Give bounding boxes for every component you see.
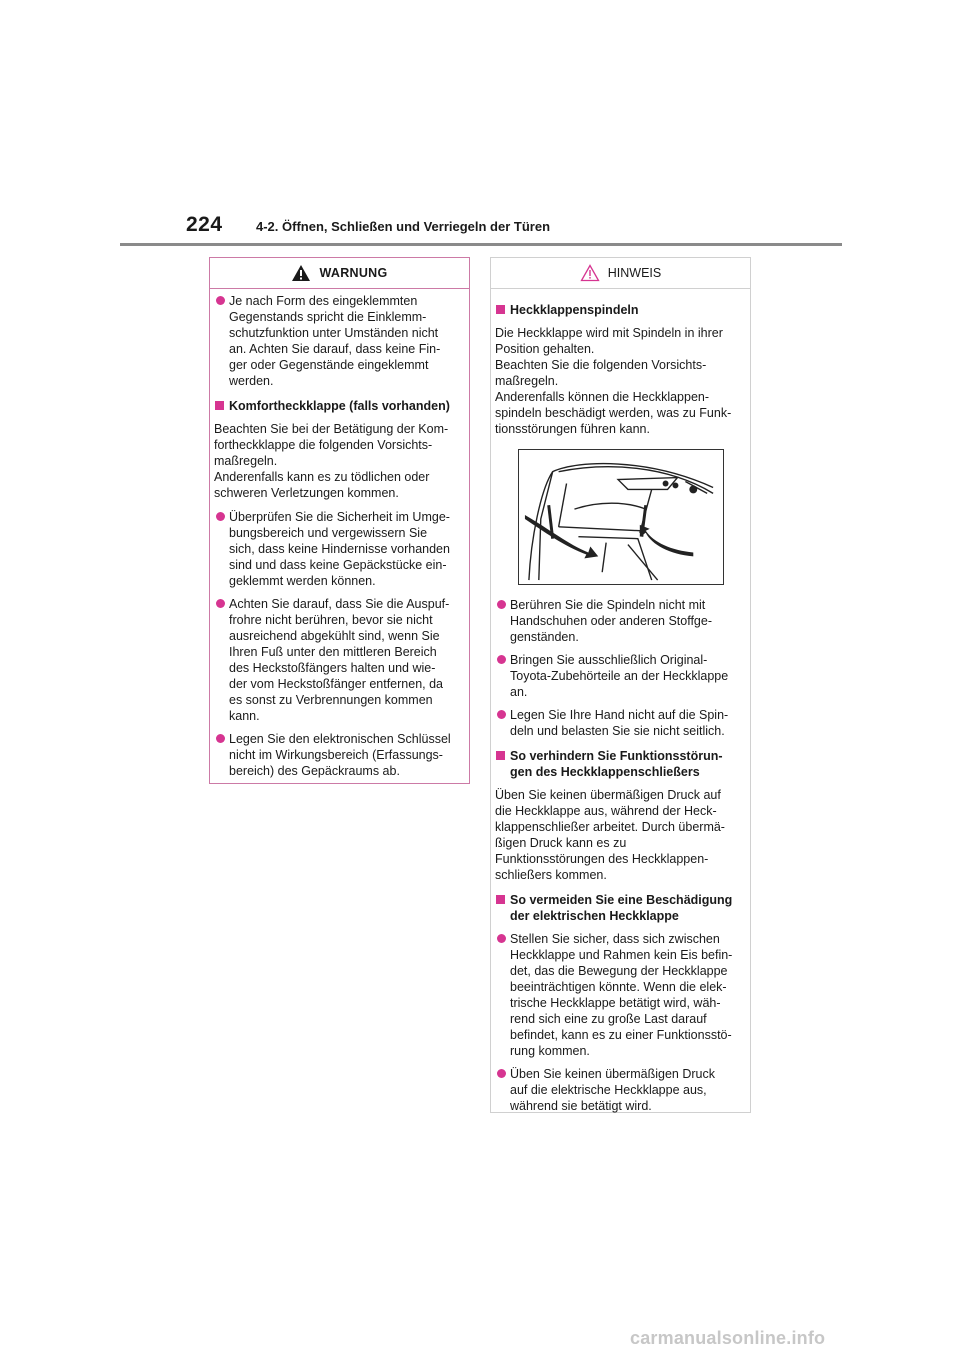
chapter-title: 4-2. Öffnen, Schließen und Verriegeln der Türen [256, 219, 551, 234]
bullet-item [214, 509, 461, 589]
item-text: Je nach Form des eingeklemmten Gegenstands spricht die Einklemm- schutzfunktion unter Umständen nicht an. Achten Sie darauf, dass keine Fin- ger oder Gegenstände eingeklemmt werden. [229, 294, 441, 388]
paragraph [495, 325, 742, 437]
bullet-dot-icon [216, 599, 225, 608]
bullet-dot-icon [497, 1069, 506, 1078]
warning-title: WARNUNG [319, 266, 388, 280]
note-body [491, 289, 750, 1114]
section-square-icon [496, 305, 505, 314]
item-text: So verhindern Sie Funktionsstörun- gen des Heckklappenschließers [510, 749, 723, 779]
item-text: Achten Sie darauf, dass Sie die Auspuf- frohre nicht berühren, bevor sie nicht ausreichend abgekühlt sind, wenn Sie Ihren Fuß unter den mittleren Bereich des Heckstoßfängers halten und wie- der vom Heckstoßfänger entfernen, da es sonst zu Verbrennungen kommen kann. [229, 597, 450, 723]
bullet-dot-icon [497, 655, 506, 664]
item-text: Heckklappenspindeln [510, 303, 639, 317]
bullet-item [495, 1066, 742, 1114]
watermark: carmanualsonline.info [630, 1328, 826, 1348]
bullet-item [495, 931, 742, 1059]
paragraph [214, 421, 461, 501]
item-text: Überprüfen Sie die Sicherheit im Umge- bungsbereich und vergewissern Sie sich, dass keine Hindernisse vorhanden sind und dass keine Gepäckstücke ein- geklemmt werden können. [229, 510, 450, 588]
header-divider [120, 243, 842, 246]
paragraph [495, 787, 742, 883]
item-text: Stellen Sie sicher, dass sich zwischen Heckklappe und Rahmen kein Eis befin- det, das die Bewegung der Heckklappe beeinträchtigen könnte. Wenn die elek- trische Heckklappe betätigt wird, wäh- rend sich eine zu große Last darauf befindet, kann es zu einer Funktionsstö- rung kommen. [510, 932, 733, 1058]
warning-triangle-icon [291, 264, 311, 282]
bullet-item [495, 707, 742, 739]
section-heading [214, 398, 461, 414]
bullet-dot-icon [216, 296, 225, 305]
item-text: So vermeiden Sie eine Beschädigung der elektrischen Heckklappe [510, 893, 733, 923]
item-text: Beachten Sie bei der Betätigung der Kom- fortheckklappe die folgenden Vorsichts- maßregeln. Anderenfalls kann es zu tödlichen oder schweren Verletzungen kommen. [214, 422, 449, 500]
item-text: Üben Sie keinen übermäßigen Druck auf die elektrische Heckklappe aus, während sie betätigt wird. [510, 1067, 715, 1113]
bullet-item [214, 731, 461, 779]
item-text: Legen Sie den elektronischen Schlüssel nicht im Wirkungsbereich (Erfassungs- bereich) des Gepäckraums ab. [229, 732, 451, 778]
item-text: Üben Sie keinen übermäßigen Druck auf die Heckklappe aus, während der Heck- klappenschließer arbeitet. Durch übermä- ßigen Druck kann es zu Funktionsstörungen des Heckklappen- schließers kommen. [495, 788, 725, 882]
warning-header [210, 258, 469, 289]
tailgate-struts-illustration [518, 449, 724, 585]
item-text: Komfortheckklappe (falls vorhanden) [229, 399, 450, 413]
section-square-icon [215, 401, 224, 410]
bullet-dot-icon [497, 600, 506, 609]
caution-triangle-icon [580, 264, 600, 282]
section-square-icon [496, 895, 505, 904]
bullet-dot-icon [216, 734, 225, 743]
note-box [490, 257, 751, 1113]
section-square-icon [496, 751, 505, 760]
item-text: Berühren Sie die Spindeln nicht mit Handschuhen oder anderen Stoffge- genständen. [510, 598, 713, 644]
bullet-dot-icon [497, 710, 506, 719]
item-text: Bringen Sie ausschließlich Original- Toyota-Zubehörteile an der Heckklappe an. [510, 653, 729, 699]
item-text: Die Heckklappe wird mit Spindeln in ihrer Position gehalten. Beachten Sie die folgenden Vorsichts- maßregeln. Anderenfalls können die Heckklappen- spindeln beschädigt werden, was zu Funk- tionsstörungen führen kann. [495, 326, 732, 436]
item-text: Legen Sie Ihre Hand nicht auf die Spin- deln und belasten Sie sie nicht seitlich. [510, 708, 729, 738]
page-number: 224 [186, 213, 223, 236]
warning-box [209, 257, 470, 784]
bullet-dot-icon [216, 512, 225, 521]
bullet-item [214, 596, 461, 724]
warning-body [210, 289, 469, 779]
bullet-item [214, 293, 461, 389]
bullet-item [495, 597, 742, 645]
section-heading [495, 302, 742, 318]
note-header [491, 258, 750, 289]
bullet-dot-icon [497, 934, 506, 943]
bullet-item [495, 652, 742, 700]
note-title: HINWEIS [607, 266, 662, 280]
note-intro [495, 302, 742, 437]
section-heading [495, 892, 742, 924]
note-instructions [495, 597, 742, 1114]
section-heading [495, 748, 742, 780]
